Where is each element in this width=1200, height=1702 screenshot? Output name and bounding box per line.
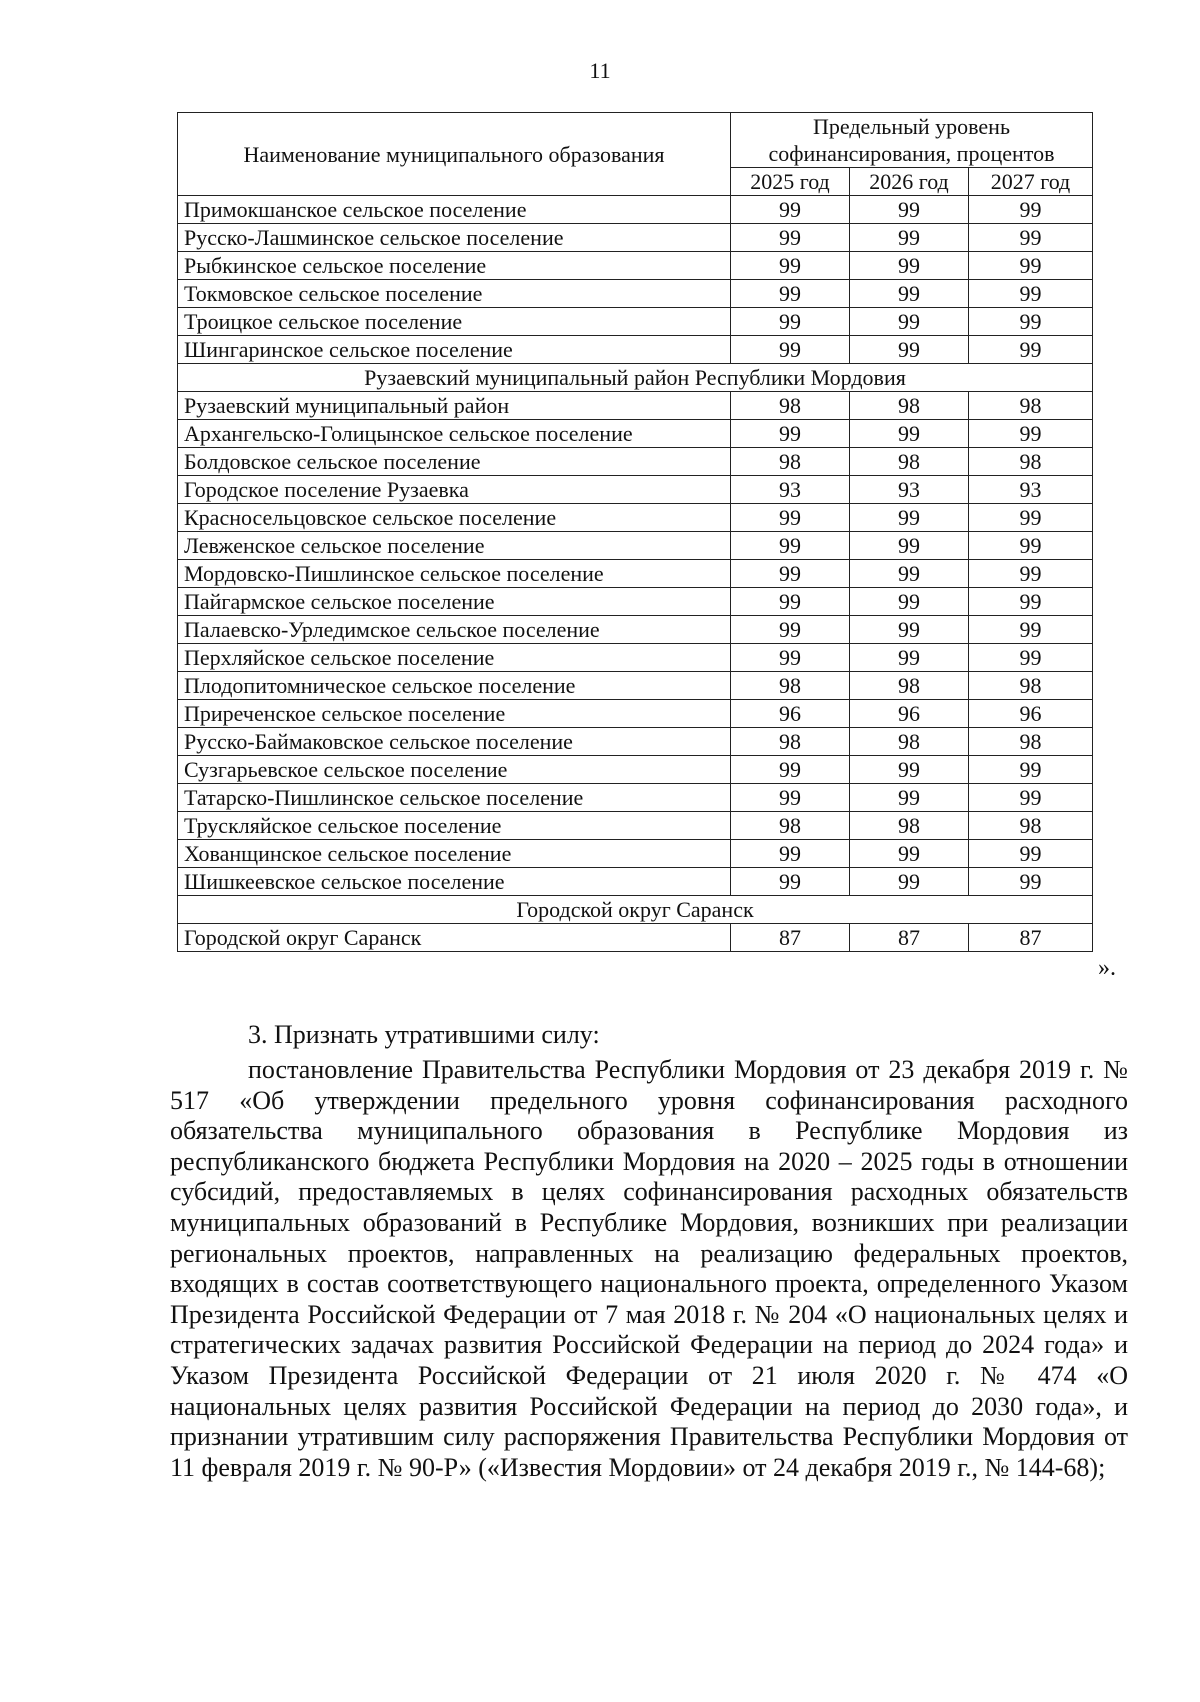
cofinancing-value-2027: 99 bbox=[969, 756, 1093, 784]
header-year-2025: 2025 год bbox=[731, 168, 850, 196]
cofinancing-table bbox=[177, 112, 1093, 952]
cofinancing-value-2025: 93 bbox=[731, 476, 850, 504]
municipality-name: Архангельско-Голицынское сельское поселение bbox=[178, 420, 731, 448]
table-row bbox=[178, 924, 1093, 952]
municipality-name: Шингаринское сельское поселение bbox=[178, 336, 731, 364]
cofinancing-value-2027: 98 bbox=[969, 672, 1093, 700]
cofinancing-value-2026: 99 bbox=[850, 616, 969, 644]
cofinancing-value-2027: 99 bbox=[969, 504, 1093, 532]
municipality-name: Татарско-Пишлинское сельское поселение bbox=[178, 784, 731, 812]
cofinancing-value-2027: 99 bbox=[969, 588, 1093, 616]
table-row bbox=[178, 700, 1093, 728]
cofinancing-value-2025: 98 bbox=[731, 728, 850, 756]
table-row bbox=[178, 784, 1093, 812]
header-year-2027: 2027 год bbox=[969, 168, 1093, 196]
table-row bbox=[178, 392, 1093, 420]
cofinancing-value-2026: 99 bbox=[850, 504, 969, 532]
cofinancing-value-2026: 99 bbox=[850, 308, 969, 336]
cofinancing-value-2027: 96 bbox=[969, 700, 1093, 728]
cofinancing-value-2027: 98 bbox=[969, 812, 1093, 840]
section-3-paragraph: постановление Правительства Республики Мордовия от 23 декабря 2019 г. № 517 «Об утверждении предельного уровня софинансирования расходного обязательства муниципального образования в Республике Мордовия из республиканского бюджета Республики Мордовия на 2020 – 2025 годы в отношении субсидий, предоставляемых в целях софинансирования расходных обязательств муниципальных образований в Республике Мордовия, возникших при реализации региональных проектов, направленных на реализацию федеральных проектов, входящих в состав соответствующего национального проекта, определенного Указом Президента Российской Федерации от 7 мая 2018 г. № 204 «О национальных целях и стратегических задачах развития Российской Федерации на период до 2024 года» и Указом Президента Российской Федерации от 21 июля 2020 г. № 474 «О национальных целях развития Российской Федерации на период до 2030 года», и признании утратившим силу распоряжения Правительства Республики Мордовия от 11 февраля 2019 г. № 90-Р» («Известия Мордовии» от 24 декабря 2019 г., № 144-68); bbox=[170, 1055, 1128, 1482]
municipality-name: Русско-Лашминское сельское поселение bbox=[178, 224, 731, 252]
header-year-2026: 2026 год bbox=[850, 168, 969, 196]
cofinancing-value-2027: 99 bbox=[969, 560, 1093, 588]
cofinancing-value-2026: 98 bbox=[850, 672, 969, 700]
cofinancing-value-2026: 99 bbox=[850, 532, 969, 560]
cofinancing-value-2026: 99 bbox=[850, 868, 969, 896]
table-row bbox=[178, 504, 1093, 532]
cofinancing-value-2026: 98 bbox=[850, 448, 969, 476]
cofinancing-value-2025: 98 bbox=[731, 448, 850, 476]
closing-quote-mark: ». bbox=[1098, 955, 1116, 981]
cofinancing-value-2027: 87 bbox=[969, 924, 1093, 952]
cofinancing-value-2026: 99 bbox=[850, 224, 969, 252]
cofinancing-value-2025: 99 bbox=[731, 308, 850, 336]
table-row bbox=[178, 588, 1093, 616]
cofinancing-value-2027: 99 bbox=[969, 784, 1093, 812]
table-row bbox=[178, 532, 1093, 560]
cofinancing-value-2025: 99 bbox=[731, 252, 850, 280]
district-name: Рузаевский муниципальный район Республики Мордовия bbox=[178, 364, 1093, 392]
municipality-name: Красносельцовское сельское поселение bbox=[178, 504, 731, 532]
table-row bbox=[178, 308, 1093, 336]
municipality-name: Мордовско-Пишлинское сельское поселение bbox=[178, 560, 731, 588]
cofinancing-value-2027: 99 bbox=[969, 840, 1093, 868]
cofinancing-value-2027: 99 bbox=[969, 868, 1093, 896]
page-number: 11 bbox=[589, 58, 611, 83]
cofinancing-value-2025: 99 bbox=[731, 560, 850, 588]
municipality-name: Левженское сельское поселение bbox=[178, 532, 731, 560]
cofinancing-value-2025: 99 bbox=[731, 336, 850, 364]
cofinancing-value-2026: 98 bbox=[850, 812, 969, 840]
district-name: Городской округ Саранск bbox=[178, 896, 1093, 924]
table-row bbox=[178, 420, 1093, 448]
cofinancing-value-2025: 99 bbox=[731, 588, 850, 616]
cofinancing-value-2025: 99 bbox=[731, 784, 850, 812]
cofinancing-value-2025: 87 bbox=[731, 924, 850, 952]
cofinancing-value-2025: 98 bbox=[731, 392, 850, 420]
cofinancing-value-2027: 99 bbox=[969, 308, 1093, 336]
cofinancing-value-2026: 99 bbox=[850, 784, 969, 812]
cofinancing-value-2025: 98 bbox=[731, 812, 850, 840]
municipality-name: Примокшанское сельское поселение bbox=[178, 196, 731, 224]
cofinancing-value-2027: 98 bbox=[969, 448, 1093, 476]
municipality-name: Пайгармское сельское поселение bbox=[178, 588, 731, 616]
municipality-name: Трускляйское сельское поселение bbox=[178, 812, 731, 840]
cofinancing-value-2027: 98 bbox=[969, 392, 1093, 420]
table-row bbox=[178, 812, 1093, 840]
cofinancing-value-2026: 99 bbox=[850, 560, 969, 588]
district-header-row bbox=[178, 364, 1093, 392]
table-row bbox=[178, 196, 1093, 224]
municipality-name: Русско-Баймаковское сельское поселение bbox=[178, 728, 731, 756]
cofinancing-value-2027: 99 bbox=[969, 532, 1093, 560]
cofinancing-value-2026: 99 bbox=[850, 420, 969, 448]
cofinancing-value-2027: 99 bbox=[969, 196, 1093, 224]
cofinancing-value-2026: 99 bbox=[850, 756, 969, 784]
cofinancing-value-2027: 99 bbox=[969, 420, 1093, 448]
cofinancing-value-2026: 96 bbox=[850, 700, 969, 728]
cofinancing-value-2026: 99 bbox=[850, 588, 969, 616]
table-row bbox=[178, 448, 1093, 476]
table-row bbox=[178, 728, 1093, 756]
municipality-name: Троицкое сельское поселение bbox=[178, 308, 731, 336]
table-row bbox=[178, 868, 1093, 896]
header-municipality-name: Наименование муниципального образования bbox=[178, 113, 731, 196]
table-row bbox=[178, 756, 1093, 784]
cofinancing-value-2025: 99 bbox=[731, 224, 850, 252]
cofinancing-value-2025: 99 bbox=[731, 840, 850, 868]
table-row bbox=[178, 336, 1093, 364]
municipality-name: Токмовское сельское поселение bbox=[178, 280, 731, 308]
cofinancing-value-2027: 99 bbox=[969, 336, 1093, 364]
cofinancing-value-2025: 96 bbox=[731, 700, 850, 728]
cofinancing-value-2025: 99 bbox=[731, 644, 850, 672]
municipality-name: Приреченское сельское поселение bbox=[178, 700, 731, 728]
cofinancing-value-2025: 99 bbox=[731, 420, 850, 448]
municipality-name: Палаевско-Урледимское сельское поселение bbox=[178, 616, 731, 644]
cofinancing-value-2025: 99 bbox=[731, 868, 850, 896]
section-3-heading: 3. Признать утратившими силу: bbox=[248, 1020, 600, 1049]
municipality-name: Рыбкинское сельское поселение bbox=[178, 252, 731, 280]
cofinancing-value-2027: 98 bbox=[969, 728, 1093, 756]
cofinancing-value-2026: 98 bbox=[850, 728, 969, 756]
municipality-name: Городской округ Саранск bbox=[178, 924, 731, 952]
municipality-name: Городское поселение Рузаевка bbox=[178, 476, 731, 504]
header-cofinancing-level bbox=[731, 113, 1093, 168]
header-level-line2: софинансирования, процентов bbox=[768, 141, 1055, 166]
cofinancing-value-2026: 99 bbox=[850, 252, 969, 280]
cofinancing-value-2027: 99 bbox=[969, 616, 1093, 644]
cofinancing-value-2027: 99 bbox=[969, 280, 1093, 308]
cofinancing-value-2026: 93 bbox=[850, 476, 969, 504]
table-row bbox=[178, 644, 1093, 672]
table-row bbox=[178, 616, 1093, 644]
cofinancing-value-2026: 98 bbox=[850, 392, 969, 420]
cofinancing-value-2027: 99 bbox=[969, 224, 1093, 252]
cofinancing-value-2026: 87 bbox=[850, 924, 969, 952]
municipality-name: Плодопитомническое сельское поселение bbox=[178, 672, 731, 700]
municipality-name: Сузгарьевское сельское поселение bbox=[178, 756, 731, 784]
cofinancing-value-2026: 99 bbox=[850, 280, 969, 308]
cofinancing-value-2025: 99 bbox=[731, 532, 850, 560]
cofinancing-value-2027: 99 bbox=[969, 644, 1093, 672]
cofinancing-value-2027: 99 bbox=[969, 252, 1093, 280]
cofinancing-value-2026: 99 bbox=[850, 644, 969, 672]
cofinancing-value-2026: 99 bbox=[850, 336, 969, 364]
cofinancing-value-2025: 99 bbox=[731, 756, 850, 784]
table-row bbox=[178, 224, 1093, 252]
cofinancing-value-2025: 99 bbox=[731, 196, 850, 224]
table-row bbox=[178, 560, 1093, 588]
cofinancing-value-2025: 99 bbox=[731, 280, 850, 308]
municipality-name: Перхляйское сельское поселение bbox=[178, 644, 731, 672]
table-row bbox=[178, 840, 1093, 868]
municipality-name: Рузаевский муниципальный район bbox=[178, 392, 731, 420]
cofinancing-value-2025: 98 bbox=[731, 672, 850, 700]
municipality-name: Хованщинское сельское поселение bbox=[178, 840, 731, 868]
cofinancing-value-2026: 99 bbox=[850, 196, 969, 224]
cofinancing-value-2026: 99 bbox=[850, 840, 969, 868]
table-row bbox=[178, 476, 1093, 504]
district-header-row bbox=[178, 896, 1093, 924]
municipality-name: Шишкеевское сельское поселение bbox=[178, 868, 731, 896]
cofinancing-value-2025: 99 bbox=[731, 616, 850, 644]
municipality-name: Болдовское сельское поселение bbox=[178, 448, 731, 476]
table-body bbox=[178, 196, 1093, 952]
header-level-line1: Предельный уровень bbox=[813, 114, 1010, 139]
table-row bbox=[178, 672, 1093, 700]
table-row bbox=[178, 252, 1093, 280]
cofinancing-value-2025: 99 bbox=[731, 504, 850, 532]
table-row bbox=[178, 280, 1093, 308]
cofinancing-value-2027: 93 bbox=[969, 476, 1093, 504]
